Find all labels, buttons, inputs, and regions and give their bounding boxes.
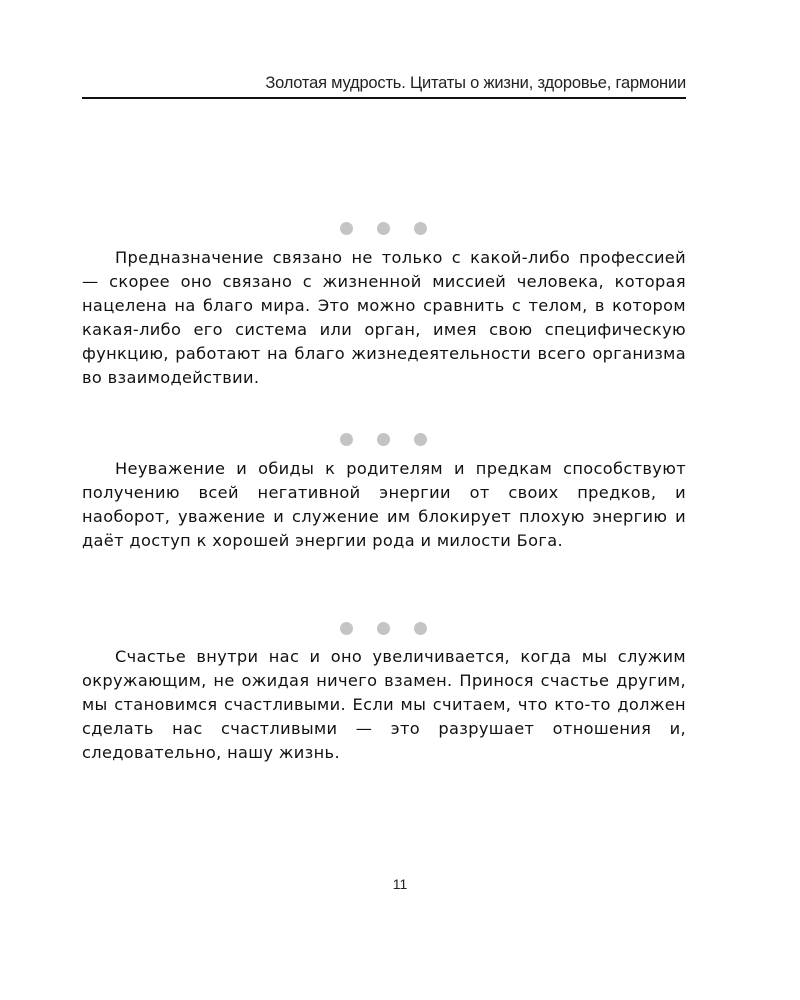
running-header-title: Золотая мудрость. Цитаты о жизни, здоровье, гармонии: [265, 74, 686, 92]
dot-icon: [377, 622, 390, 635]
dot-icon: [377, 222, 390, 235]
dot-icon: [414, 622, 427, 635]
dot-icon: [340, 222, 353, 235]
dot-icon: [377, 433, 390, 446]
page-header: [82, 70, 686, 100]
dot-icon: [340, 433, 353, 446]
separator-dots: [340, 622, 430, 636]
quote-paragraph: Неуважение и обиды к родителям и предкам способствуют получению всей негативной энергии от своих предков, и наоборот, уважение и служение им блокирует плохую энергию и даёт доступ к хорошей энергии рода и милости Бога.: [82, 459, 686, 550]
dot-icon: [414, 433, 427, 446]
dot-icon: [414, 222, 427, 235]
quote-paragraph: Счастье внутри нас и оно увеличивается, когда мы служим окружающим, не ожидая ничего взамен. Принося счастье другим, мы становимся счастливыми. Если мы считаем, что кто-то должен сделать нас счастливыми — это разрушает отношения и, следовательно, нашу жизнь.: [82, 647, 686, 762]
dot-icon: [340, 622, 353, 635]
page-number: 11: [392, 876, 408, 892]
header-rule: [82, 97, 686, 99]
separator-dots: [340, 222, 430, 236]
quote-paragraph: Предназначение связано не только с какой-либо профессией — скорее оно связано с жизненной миссией человека, которая нацелена на благо мира. Это можно сравнить с телом, в котором какая-либо его система или орган, имея свою специфическую функцию, работают на благо жизнедеятельности всего организма во взаимодействии.: [82, 248, 686, 387]
separator-dots: [340, 433, 430, 447]
